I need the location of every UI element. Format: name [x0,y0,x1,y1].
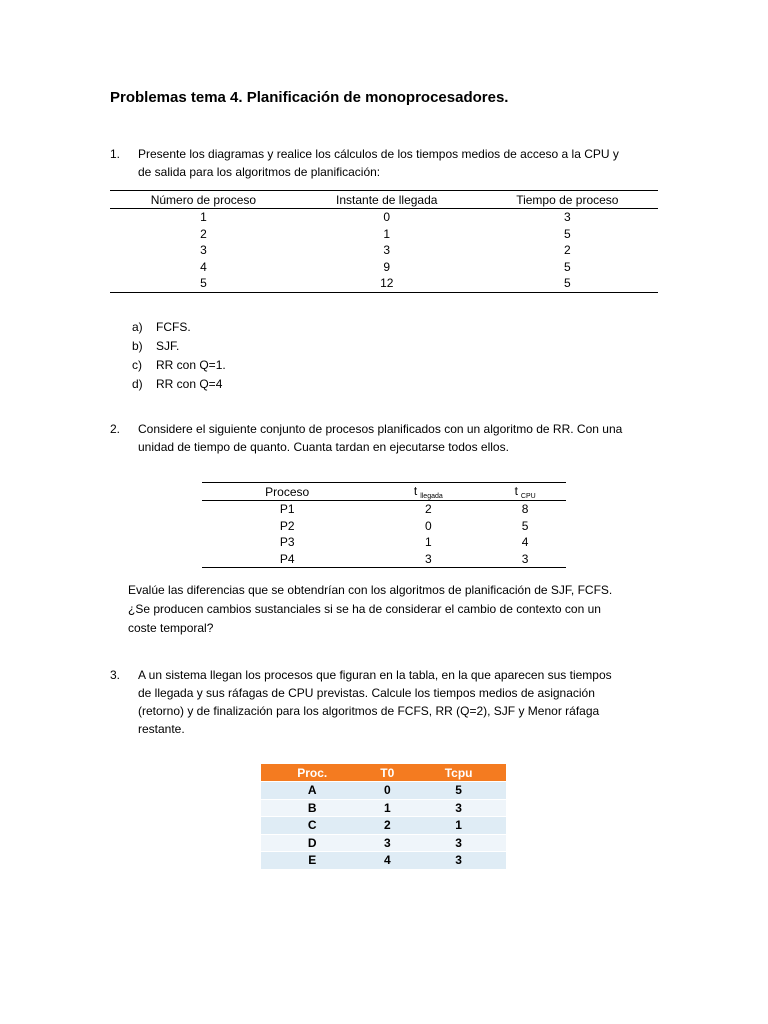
table-cell: P4 [202,551,372,568]
followup-line-3: coste temporal? [128,621,214,635]
list-item [132,337,226,356]
question-3-number: 3. [110,668,121,682]
question-3-line-2: de llegada y sus ráfagas de CPU previstas. Calcule los tiempos medios de asignación [138,686,595,700]
process-table-2 [202,482,566,568]
table-cell: B [261,799,363,817]
table-row [202,551,566,568]
table-1-header: Tiempo de proceso [477,191,658,209]
table-cell: 8 [521,502,529,517]
option-text: SJF. [156,339,180,353]
table-2-header-row [202,483,566,501]
table-cell: 0 [363,782,411,800]
t-symbol: t [413,483,418,498]
table-1-header: Instante de llegada [297,191,477,209]
table-cell: 3 [411,852,506,869]
table-cell: A [261,782,363,800]
table-row [261,817,506,835]
question-1-number: 1. [110,147,121,161]
table-3-header: Proc. [261,764,363,782]
table-row [261,834,506,852]
question-3-line-1: A un sistema llegan los procesos que figuran en la tabla, en la que aparecen sus tiempos [138,668,612,682]
table-cell: 2 [563,243,571,258]
question-3-line-3: (retorno) y de finalización para los algoritmos de FCFS, RR (Q=2), SJF y Menor ráfaga [138,704,600,718]
process-table-3 [261,764,506,869]
option-text: FCFS. [156,320,191,334]
table-cell: 1 [411,817,506,835]
table-cell: 2 [200,226,207,241]
question-2-line-1: Considere el siguiente conjunto de procesos planificados con un algoritmo de RR. Con una [138,422,623,436]
question-2-line-2: unidad de tiempo de quanto. Cuanta tardan en ejecutarse todos ellos. [138,440,509,454]
table-1-header-row [110,191,658,209]
table-cell: P3 [279,535,295,550]
llegada-subscript: llegada [420,492,443,500]
option-text: RR con Q=1. [156,358,226,372]
table-cell: 1 [383,226,391,241]
table-cell: 0 [424,518,432,533]
table-cell: 3 [411,799,506,817]
table-2-header-proceso: Proceso [202,483,372,501]
table-2-header-t-cpu [484,483,566,501]
table-row [110,259,658,276]
table-cell: 9 [383,259,391,274]
table-cell: P2 [279,518,295,533]
table-cell: 5 [477,275,658,292]
table-cell: 2 [424,502,432,517]
question-3-line-4: restante. [138,722,185,736]
question-1-line-2: de salida para los algoritmos de planificación: [138,165,381,179]
followup-line-2: ¿Se producen cambios sustanciales si se ha de considerar el cambio de contexto con un [128,602,601,616]
table-1-header: Número de proceso [110,191,297,209]
table-3-header: Tcpu [411,764,506,782]
table-cell: 2 [363,817,411,835]
table-row [261,799,506,817]
table-cell: 3 [363,834,411,852]
table-row [261,852,506,869]
table-cell: 4 [363,852,411,869]
option-text: RR con Q=4 [156,377,223,391]
table-cell: D [261,834,363,852]
cpu-subscript: CPU [520,492,536,500]
table-cell: 5 [110,275,297,292]
table-row [110,209,658,226]
question-3-text [138,666,668,738]
table-cell: 4 [521,535,529,550]
question-1-options [132,318,226,394]
table-row [110,226,658,243]
table-cell: P1 [279,502,295,517]
table-cell: C [261,817,363,835]
question-2-text [138,420,668,456]
table-cell: 4 [200,259,207,274]
table-cell: 3 [411,834,506,852]
table-cell: 3 [563,210,571,225]
option-label: c) [132,358,142,372]
table-row [202,518,566,535]
table-cell: 1 [424,535,432,550]
table-cell: 12 [297,275,477,292]
process-table-1 [110,190,658,293]
table-row [202,501,566,518]
table-cell: 5 [521,518,529,533]
list-item [132,375,226,394]
table-cell: 1 [363,799,411,817]
t-symbol: t [514,483,518,498]
option-label: d) [132,377,143,391]
table-cell: E [261,852,363,869]
table-2-header-t-llegada [372,483,484,501]
option-label: a) [132,320,143,334]
table-cell: 5 [563,259,571,274]
table-3-header-row [261,764,506,782]
table-row [110,242,658,259]
table-cell: 3 [372,551,484,568]
question-1-line-1: Presente los diagramas y realice los cálculos de los tiempos medios de acceso a la CPU y [138,147,619,161]
table-3-header: T0 [363,764,411,782]
question-2-followup [128,581,668,638]
table-row [202,534,566,551]
table-row [261,782,506,800]
table-cell: 3 [484,551,566,568]
table-cell: 3 [383,243,391,258]
document-title: Problemas tema 4. Planificación de monoprocesadores. [110,89,509,106]
table-row [110,275,658,292]
table-cell: 3 [200,243,207,258]
table-cell: 1 [200,210,207,225]
question-2-number: 2. [110,422,121,436]
list-item [132,356,226,375]
table-cell: 0 [383,210,391,225]
option-label: b) [132,339,143,353]
list-item [132,318,226,337]
question-1-text [138,145,668,181]
table-cell: 5 [411,782,506,800]
table-cell: 5 [563,226,571,241]
followup-line-1: Evalúe las diferencias que se obtendrían con los algoritmos de planificación de SJF, FCFS. [128,583,613,597]
